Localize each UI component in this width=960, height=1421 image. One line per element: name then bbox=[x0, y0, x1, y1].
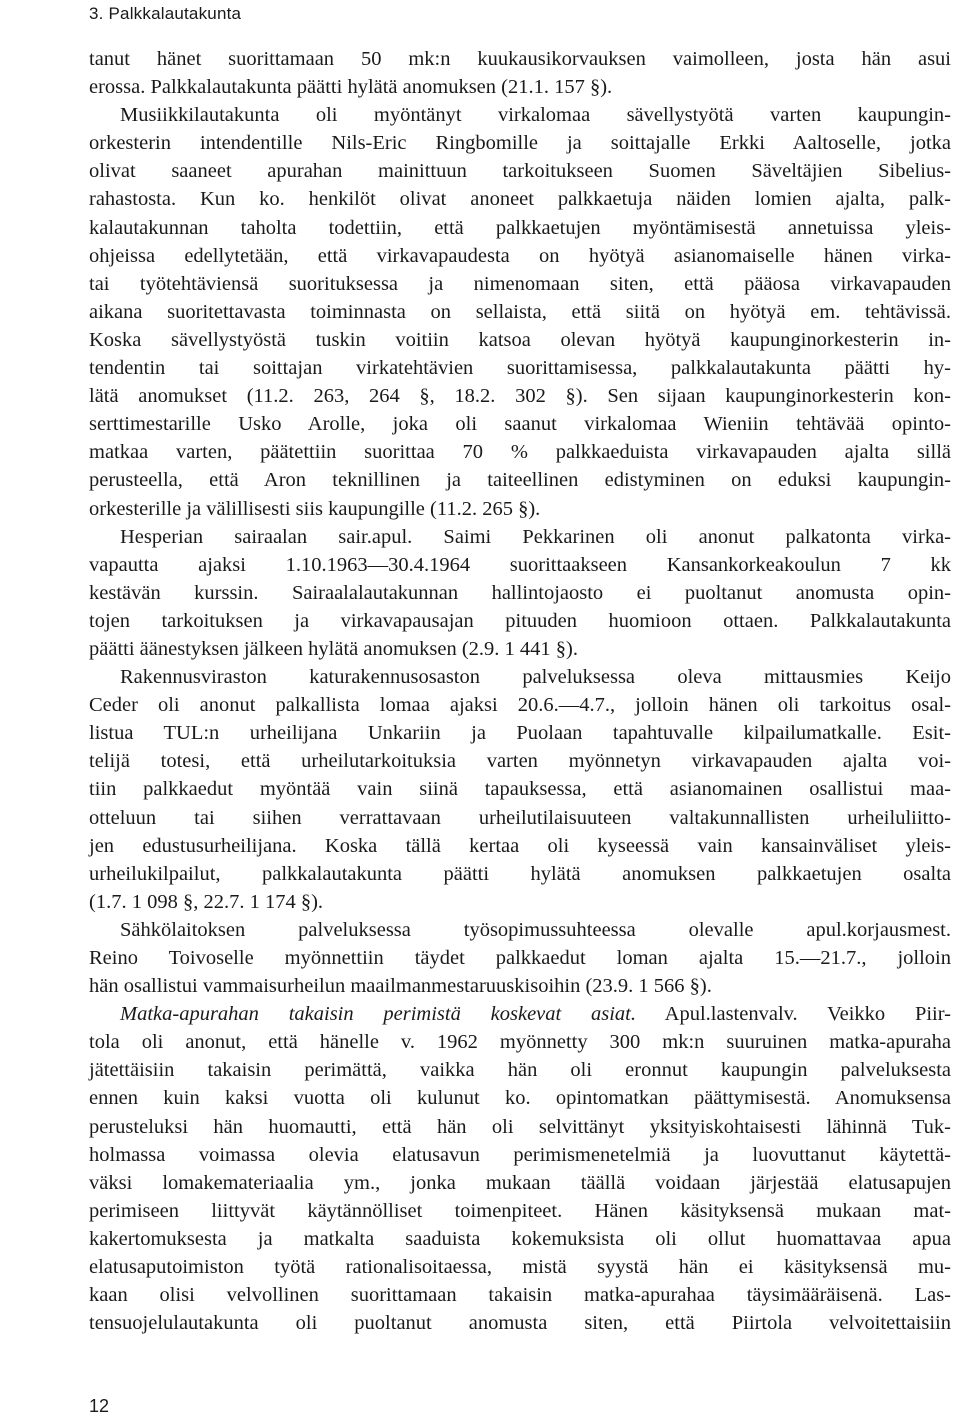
body-text bbox=[89, 45, 951, 1337]
text-line: aikana suoritettavasta toiminnasta on sellaista, että siitä on hyötyä em. tehtävissä. bbox=[89, 300, 951, 323]
running-head: 3. Palkkalautakunta bbox=[89, 4, 242, 23]
text-line: päätti äänestyksen jälkeen hylätä anomuksen (2.9. 1 441 §). bbox=[89, 637, 579, 660]
text-line: tanut hänet suorittamaan 50 mk:n kuukausikorvauksen vaimolleen, josta hän asui bbox=[89, 48, 951, 70]
text-line: matkaa varten, päätettiin suorittaa 70 % palkkaeduista virkavapauden ajalta sillä bbox=[89, 441, 951, 464]
text-line: kakertomuksesta ja matkalta saaduista kokemuksista oli ollut huomattavaa apua bbox=[89, 1227, 951, 1250]
text-line: Musiikkilautakunta oli myöntänyt virkalomaa sävellystyötä varten kaupungin- bbox=[120, 104, 951, 127]
page-number: 12 bbox=[89, 1396, 110, 1416]
text-line: Reino Toivoselle myönnettiin täydet palkkaedut loman ajalta 15.—21.7., jolloin bbox=[89, 947, 951, 969]
section-heading: Matka-apurahan takaisin perimistä koskevat asiat. bbox=[120, 1003, 636, 1026]
text-line: Koska sävellystyöstä tuskin voitiin katsoa olevan hyötyä kaupunginorkesterin in- bbox=[89, 328, 951, 351]
text-line: vapautta ajaksi 1.10.1963—30.4.1964 suorittaakseen Kansankorkeakoulun 7 kk bbox=[89, 553, 951, 576]
text-line: olivat saaneet apurahan mainittuun tarkoitukseen Suomen Säveltäjien Sibelius- bbox=[89, 160, 951, 183]
text-line: Ceder oli anonut palkallista lomaa ajaksi 20.6.—4.7., jolloin hänen oli tarkoitus osal- bbox=[89, 694, 951, 717]
text-line: Rakennusviraston katurakennusosaston palveluksessa oleva mittausmies Keijo bbox=[120, 666, 951, 689]
text-line: perimiseen liittyvät käytännölliset toimenpiteet. Hänen käsityksensä mukaan mat- bbox=[89, 1199, 951, 1222]
text-line: lätä anomukset (11.2. 263, 264 §, 18.2. 302 §). Sen sijaan kaupunginorkesterin kon- bbox=[89, 385, 951, 408]
text-line: elatusaputoimiston työtä rationalisoitaessa, mistä syystä hän ei käsityksensä mu- bbox=[89, 1256, 951, 1279]
text-line: kestävän kurssin. Sairaalalautakunnan hallintojaosto ei puoltanut anomusta opin- bbox=[89, 581, 951, 604]
text-line: rahastosta. Kun ko. henkilöt olivat anoneet palkkaetuja näiden lomien ajalta, palk- bbox=[89, 188, 951, 211]
text-line: tendentin tai soittajan virkatehtävien suorittamisessa, palkkalautakunta päätti hy- bbox=[89, 357, 951, 380]
text-line: kaan olisi velvollinen suorittamaan takaisin matka-apurahaa täysimääräisenä. Las- bbox=[89, 1284, 951, 1307]
text-line: erossa. Palkkalautakunta päätti hylätä anomuksen (21.1. 157 §). bbox=[89, 76, 613, 99]
text-line: urheilukilpailut, palkkalautakunta päätti hylätä anomuksen palkkaetujen osalta bbox=[89, 862, 951, 885]
text-line: hän osallistui vammaisurheilun maailmanmestaruuskisoihin (23.9. 1 566 §). bbox=[89, 975, 712, 998]
text-line: Sähkölaitoksen palveluksessa työsopimussuhteessa olevalle apul.korjausmest. bbox=[120, 918, 951, 941]
text-line: tensuojelulautakunta oli puoltanut anomusta siten, että Piirtola velvoitettaisiin bbox=[89, 1312, 951, 1335]
text-line bbox=[89, 1000, 951, 1028]
text-line: telijä totesi, että urheilutarkoituksia varten myönnetyn virkavapauden ajalta voi- bbox=[89, 750, 951, 773]
text-line: tiin palkkaedut myöntää vain siinä tapauksessa, että asianomainen osallistui maa- bbox=[89, 778, 951, 801]
text-line: perusteella, että Aron teknillinen ja taiteellinen edistyminen on eduksi kaupungin- bbox=[89, 469, 951, 492]
text-line: orkesterin intendentille Nils-Eric Ringbomille ja soittajalle Erkki Aaltoselle, jotka bbox=[89, 132, 951, 155]
text-line: perusteluksi hän huomautti, että hän oli selvittänyt yksityiskohtaisesti lähinnä Tuk- bbox=[89, 1115, 951, 1138]
text-line: kalautakunnan taholta todettiin, että palkkaetujen myöntämisestä annetuissa yleis- bbox=[89, 216, 951, 239]
text-line: jätettäisiin takaisin perimättä, vaikka hän oli eronnut kaupungin palveluksesta bbox=[89, 1059, 951, 1082]
text-line: Hesperian sairaalan sair.apul. Saimi Pekkarinen oli anonut palkatonta virka- bbox=[120, 525, 951, 548]
text-line: orkesterille ja välillisesti siis kaupungille (11.2. 265 §). bbox=[89, 497, 541, 520]
text-line: tojen tarkoituksen ja virkavapausajan pituuden huomioon ottaen. Palkkalautakunta bbox=[89, 609, 951, 632]
text-line: holmassa voimassa olevia elatusavun perimismenetelmiä ja luovuttanut käytettä- bbox=[89, 1143, 951, 1166]
text-line: ohjeissa edellytetään, että virkavapaudesta on hyötyä asianomaiselle hänen virka- bbox=[89, 244, 951, 267]
text-line: jen edustusurheilijana. Koska tällä kertaa oli kyseessä vain kansainväliset yleis- bbox=[89, 834, 951, 857]
text-line: otteluun tai siihen verrattavaan urheilutilaisuuteen valtakunnallisten urheiluliitto- bbox=[89, 806, 951, 829]
text-run: Apul.lastenvalv. Veikko Piir- bbox=[636, 1003, 951, 1026]
text-line: ennen kuin kaksi vuotta oli kulunut ko. opintomatkan päättymisestä. Anomuksensa bbox=[89, 1087, 951, 1110]
text-line: tai työtehtäviensä suorituksessa ja nimenomaan siten, että pääosa virkavapauden bbox=[89, 272, 951, 295]
text-line: tola oli anonut, että hänelle v. 1962 myönnetty 300 mk:n suuruinen matka-apuraha bbox=[89, 1031, 951, 1054]
text-line: serttimestarille Usko Arolle, joka oli saanut virkalomaa Wieniin tehtävää opinto- bbox=[89, 413, 951, 436]
text-line: listua TUL:n urheilijana Unkariin ja Puolaan tapahtuvalle kilpailumatkalle. Esit- bbox=[89, 722, 951, 745]
text-line: (1.7. 1 098 §, 22.7. 1 174 §). bbox=[89, 890, 324, 913]
text-line: väksi lomakemateriaalia ym., jonka mukaan täällä voidaan järjestää elatusapujen bbox=[89, 1171, 951, 1194]
